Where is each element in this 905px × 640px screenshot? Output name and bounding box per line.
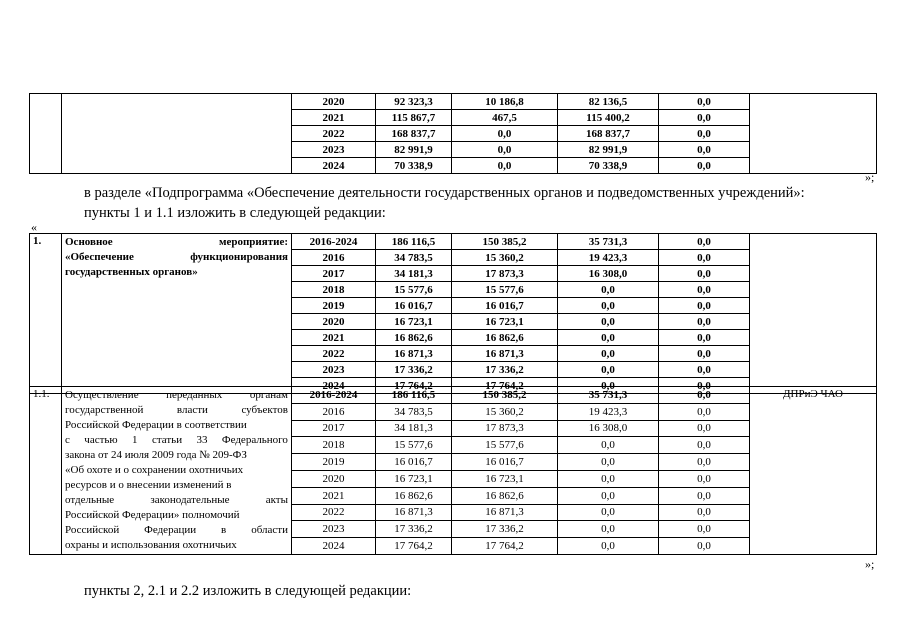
total-cell: 115 867,7 <box>376 110 452 126</box>
federal-cell: 10 186,8 <box>452 94 558 110</box>
total-cell: 16 871,3 <box>376 504 452 521</box>
item-number: 1.1. <box>30 387 62 555</box>
year-cell: 2021 <box>292 330 376 346</box>
regional-cell: 35 731,3 <box>558 387 659 404</box>
regional-cell: 0,0 <box>558 330 659 346</box>
federal-cell: 17 336,2 <box>452 521 558 538</box>
opening-quote: « <box>31 220 37 234</box>
regional-cell: 82 991,9 <box>558 142 659 158</box>
total-cell: 34 783,5 <box>376 403 452 420</box>
other-cell: 0,0 <box>659 378 750 394</box>
year-cell: 2024 <box>292 538 376 555</box>
closing-quote: »; <box>865 170 875 184</box>
total-cell: 16 862,6 <box>376 330 452 346</box>
total-cell: 17 336,2 <box>376 362 452 378</box>
name-word: Российской <box>65 524 120 536</box>
row-number-cell <box>30 94 62 174</box>
other-cell: 0,0 <box>659 330 750 346</box>
total-cell: 16 016,7 <box>376 298 452 314</box>
total-cell: 16 723,1 <box>376 314 452 330</box>
other-cell: 0,0 <box>659 504 750 521</box>
closing-quote-2: »; <box>865 557 875 571</box>
item-1-table <box>29 233 877 394</box>
item-number: 1. <box>30 234 62 394</box>
regional-cell: 0,0 <box>558 298 659 314</box>
total-cell: 16 871,3 <box>376 346 452 362</box>
name-word: в <box>221 524 227 536</box>
regional-cell: 0,0 <box>558 454 659 471</box>
regional-cell: 19 423,3 <box>558 250 659 266</box>
regional-cell: 0,0 <box>558 362 659 378</box>
federal-cell: 16 723,1 <box>452 314 558 330</box>
year-cell: 2022 <box>292 346 376 362</box>
federal-cell: 16 871,3 <box>452 504 558 521</box>
name-line <box>65 523 288 538</box>
item-name <box>62 387 292 555</box>
total-cell: 16 723,1 <box>376 470 452 487</box>
year-cell: 2021 <box>292 110 376 126</box>
federal-cell: 16 016,7 <box>452 454 558 471</box>
other-cell: 0,0 <box>659 454 750 471</box>
federal-cell: 16 016,7 <box>452 298 558 314</box>
regional-cell: 115 400,2 <box>558 110 659 126</box>
name-word: «Об охоте и о сохранении охотничьих <box>65 464 244 476</box>
executor-cell <box>750 234 877 394</box>
year-cell: 2019 <box>292 454 376 471</box>
name-line <box>65 250 288 265</box>
other-cell: 0,0 <box>659 282 750 298</box>
name-word: Федерального <box>221 434 288 446</box>
total-cell: 17 336,2 <box>376 521 452 538</box>
name-line <box>65 508 288 523</box>
regional-cell: 168 837,7 <box>558 126 659 142</box>
name-word: 33 <box>196 434 208 446</box>
name-word: законодательные <box>150 494 230 506</box>
other-cell: 0,0 <box>659 487 750 504</box>
total-cell: 16 016,7 <box>376 454 452 471</box>
regional-cell: 0,0 <box>558 504 659 521</box>
name-word: Основное <box>65 236 113 248</box>
other-cell: 0,0 <box>659 126 750 142</box>
other-cell: 0,0 <box>659 437 750 454</box>
name-word: статьи <box>151 434 183 446</box>
regional-cell: 0,0 <box>558 346 659 362</box>
total-cell: 168 837,7 <box>376 126 452 142</box>
other-cell: 0,0 <box>659 403 750 420</box>
year-cell: 2022 <box>292 504 376 521</box>
other-cell: 0,0 <box>659 250 750 266</box>
year-cell: 2024 <box>292 378 376 394</box>
row-name-cell <box>62 94 292 174</box>
federal-cell: 15 360,2 <box>452 250 558 266</box>
section-instruction-cont: пункты 1 и 1.1 изложить в следующей редакции: <box>84 205 386 221</box>
regional-cell: 16 308,0 <box>558 266 659 282</box>
name-line <box>65 478 288 493</box>
name-word: ресурсов и о внесении изменений в <box>65 479 232 491</box>
federal-cell: 15 577,6 <box>452 437 558 454</box>
name-word: охраны и использования охотничьих <box>65 539 237 551</box>
name-line: государственных органов» <box>65 266 198 278</box>
executor-cell <box>750 94 877 174</box>
federal-cell: 0,0 <box>452 126 558 142</box>
regional-cell: 0,0 <box>558 487 659 504</box>
name-word: Осуществление <box>65 389 139 401</box>
year-cell: 2018 <box>292 437 376 454</box>
section-instruction: в разделе «Подпрограмма «Обеспечение деятельности государственных органов и подведомственных учреждений»: <box>84 185 805 201</box>
other-cell: 0,0 <box>659 362 750 378</box>
year-cell: 2016 <box>292 250 376 266</box>
name-line <box>65 235 288 250</box>
points-instruction: пункты 2, 2.1 и 2.2 изложить в следующей редакции: <box>84 583 412 599</box>
name-word: отдельные <box>65 494 115 506</box>
other-cell: 0,0 <box>659 158 750 174</box>
federal-cell: 15 577,6 <box>452 282 558 298</box>
name-word: субъектов <box>241 404 288 416</box>
federal-cell: 150 385,2 <box>452 234 558 250</box>
other-cell: 0,0 <box>659 142 750 158</box>
total-cell: 82 991,9 <box>376 142 452 158</box>
year-cell: 2023 <box>292 362 376 378</box>
name-word: власти <box>176 404 208 416</box>
total-cell: 92 323,3 <box>376 94 452 110</box>
other-cell: 0,0 <box>659 521 750 538</box>
total-cell: 17 764,2 <box>376 378 452 394</box>
name-word: функционирования <box>190 251 288 263</box>
other-cell: 0,0 <box>659 234 750 250</box>
year-cell: 2022 <box>292 126 376 142</box>
federal-cell: 16 862,6 <box>452 330 558 346</box>
name-line <box>65 538 288 553</box>
federal-cell: 16 723,1 <box>452 470 558 487</box>
name-line <box>65 433 288 448</box>
year-cell: 2020 <box>292 94 376 110</box>
other-cell: 0,0 <box>659 470 750 487</box>
year-cell: 2023 <box>292 142 376 158</box>
regional-cell: 0,0 <box>558 378 659 394</box>
table-row <box>30 234 877 250</box>
total-cell: 34 783,5 <box>376 250 452 266</box>
table-row <box>30 387 877 404</box>
budget-table-continuation <box>29 93 877 174</box>
name-word: Российской Федерации» полномочий <box>65 509 240 521</box>
year-cell: 2020 <box>292 314 376 330</box>
other-cell: 0,0 <box>659 266 750 282</box>
regional-cell: 0,0 <box>558 314 659 330</box>
total-cell: 16 862,6 <box>376 487 452 504</box>
total-cell: 186 116,5 <box>376 234 452 250</box>
year-cell: 2017 <box>292 420 376 437</box>
total-cell: 17 764,2 <box>376 538 452 555</box>
name-line <box>65 388 288 403</box>
regional-cell: 0,0 <box>558 437 659 454</box>
year-cell: 2023 <box>292 521 376 538</box>
other-cell: 0,0 <box>659 94 750 110</box>
total-cell: 34 181,3 <box>376 266 452 282</box>
name-word: «Обеспечение <box>65 251 134 263</box>
federal-cell: 17 764,2 <box>452 378 558 394</box>
federal-cell: 150 385,2 <box>452 387 558 404</box>
total-cell: 15 577,6 <box>376 282 452 298</box>
other-cell: 0,0 <box>659 387 750 404</box>
year-cell: 2018 <box>292 282 376 298</box>
regional-cell: 0,0 <box>558 538 659 555</box>
name-line <box>65 418 288 433</box>
name-word: Российской Федерации в соответствии <box>65 419 247 431</box>
regional-cell: 0,0 <box>558 470 659 487</box>
federal-cell: 467,5 <box>452 110 558 126</box>
name-line <box>65 448 288 463</box>
name-word: акты <box>265 494 288 506</box>
other-cell: 0,0 <box>659 298 750 314</box>
regional-cell: 16 308,0 <box>558 420 659 437</box>
name-line <box>65 493 288 508</box>
name-line <box>65 403 288 418</box>
name-word: Федерации <box>144 524 197 536</box>
federal-cell: 17 336,2 <box>452 362 558 378</box>
name-word: государственной <box>65 404 144 416</box>
total-cell: 15 577,6 <box>376 437 452 454</box>
year-cell: 2017 <box>292 266 376 282</box>
other-cell: 0,0 <box>659 538 750 555</box>
federal-cell: 15 360,2 <box>452 403 558 420</box>
name-word: переданных <box>166 389 223 401</box>
total-cell: 186 116,5 <box>376 387 452 404</box>
year-cell: 2016 <box>292 403 376 420</box>
other-cell: 0,0 <box>659 314 750 330</box>
federal-cell: 0,0 <box>452 142 558 158</box>
regional-cell: 82 136,5 <box>558 94 659 110</box>
name-word: закона от 24 июля 2009 года № 209-ФЗ <box>65 449 247 461</box>
total-cell: 34 181,3 <box>376 420 452 437</box>
name-word: органам <box>249 389 288 401</box>
item-name <box>62 234 292 394</box>
regional-cell: 0,0 <box>558 521 659 538</box>
table-row <box>30 94 877 110</box>
name-word: с <box>65 434 70 446</box>
year-cell: 2021 <box>292 487 376 504</box>
year-cell: 2016-2024 <box>292 234 376 250</box>
year-cell: 2019 <box>292 298 376 314</box>
regional-cell: 35 731,3 <box>558 234 659 250</box>
regional-cell: 70 338,9 <box>558 158 659 174</box>
federal-cell: 16 862,6 <box>452 487 558 504</box>
total-cell: 70 338,9 <box>376 158 452 174</box>
federal-cell: 16 871,3 <box>452 346 558 362</box>
federal-cell: 17 873,3 <box>452 266 558 282</box>
other-cell: 0,0 <box>659 110 750 126</box>
name-word: мероприятие: <box>218 236 288 248</box>
year-cell: 2024 <box>292 158 376 174</box>
name-word: 1 <box>132 434 138 446</box>
executor-cell: ДПРиЭ ЧАО <box>750 387 877 555</box>
name-line <box>65 463 288 478</box>
federal-cell: 0,0 <box>452 158 558 174</box>
regional-cell: 0,0 <box>558 282 659 298</box>
federal-cell: 17 873,3 <box>452 420 558 437</box>
other-cell: 0,0 <box>659 420 750 437</box>
item-1-1-table <box>29 386 877 555</box>
year-cell: 2016-2024 <box>292 387 376 404</box>
name-word: частью <box>84 434 118 446</box>
other-cell: 0,0 <box>659 346 750 362</box>
regional-cell: 19 423,3 <box>558 403 659 420</box>
name-word: области <box>251 524 288 536</box>
year-cell: 2020 <box>292 470 376 487</box>
federal-cell: 17 764,2 <box>452 538 558 555</box>
